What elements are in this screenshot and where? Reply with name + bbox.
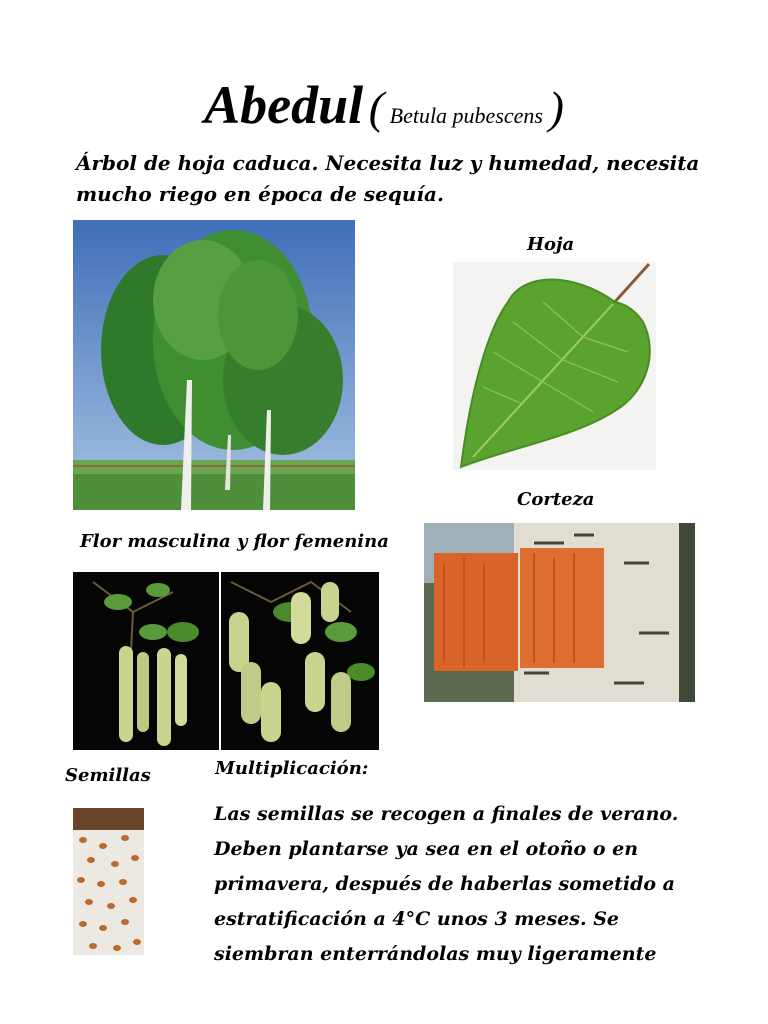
- title-open-paren: (: [368, 82, 385, 133]
- tree-photo: [73, 220, 355, 510]
- intro-text: Árbol de hoja caduca. Necesita luz y humedad, necesita mucho riego en época de sequía.: [76, 151, 700, 206]
- title-close-paren: ): [548, 82, 564, 133]
- seeds-photo: [73, 808, 144, 955]
- caption-bark: Corteza: [517, 489, 595, 510]
- male-flower-photo: [73, 572, 219, 750]
- leaf-photo: [453, 262, 656, 470]
- title-scientific-name: Betula pubescens: [389, 103, 543, 128]
- title-common-name: Abedul: [204, 75, 364, 135]
- caption-multiplication: Multiplicación:: [215, 758, 369, 779]
- bark-photo: [424, 523, 695, 702]
- caption-seeds: Semillas: [65, 765, 151, 786]
- female-flower-photo: [221, 572, 379, 750]
- caption-leaf: Hoja: [527, 234, 575, 255]
- caption-flowers: Flor masculina y flor femenina: [80, 531, 389, 552]
- multiplication-text: Las semillas se recogen a finales de verano. Deben plantarse ya sea en el otoño o en primavera, después de haberlas sometido a estratificación a 4°C unos 3 meses. Se siembran enterrándolas muy ligeramente: [214, 803, 679, 965]
- page-title: [0, 74, 768, 136]
